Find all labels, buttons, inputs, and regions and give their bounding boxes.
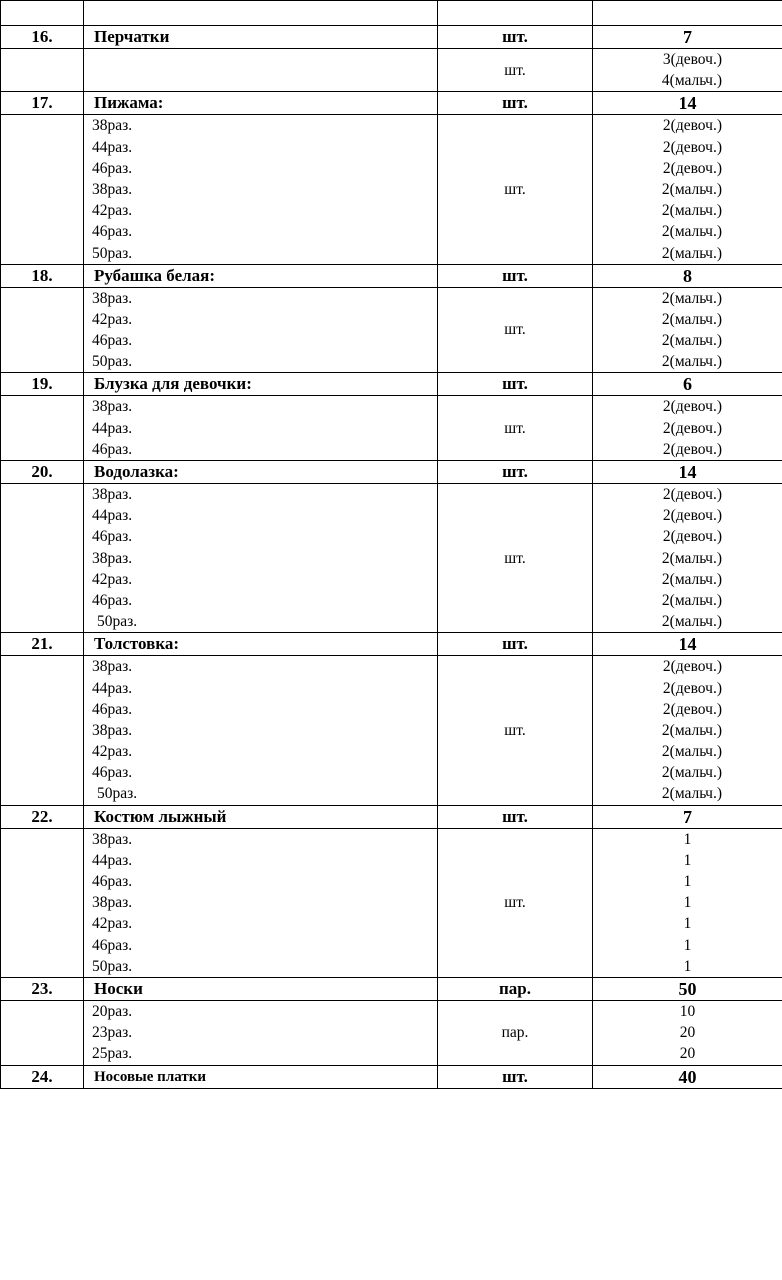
detail-unit: пар.: [438, 1000, 593, 1065]
item-unit: шт.: [438, 264, 593, 287]
count-entry: 2(мальч.): [661, 353, 722, 371]
item-unit: шт.: [438, 805, 593, 828]
size-entry: 38раз.: [92, 486, 133, 503]
count-entry: 2(мальч.): [661, 244, 722, 262]
item-total: 14: [593, 92, 782, 115]
count-entry: 2(мальч.): [661, 613, 722, 631]
size-entry: 20раз.: [92, 1002, 133, 1020]
item-total: 14: [593, 633, 782, 656]
size-entry: 38раз.: [92, 180, 133, 198]
count-entry: 2(девоч.): [662, 679, 722, 697]
item-total: 14: [593, 461, 782, 484]
count-list: [593, 1000, 782, 1065]
count-entry: 2(мальч.): [661, 223, 722, 241]
count-entry: 3(девоч.): [662, 51, 722, 68]
item-name: Носки: [84, 977, 438, 1000]
size-entry: 50раз.: [92, 353, 133, 371]
detail-empty-cell: [1, 828, 84, 977]
size-entry: 46раз.: [92, 764, 133, 782]
size-list: [84, 287, 438, 373]
size-entry: 50раз.: [92, 244, 133, 262]
count-list: [593, 828, 782, 977]
item-row: [1, 805, 782, 828]
item-row: [1, 633, 782, 656]
count-entry: 2(девоч.): [662, 528, 722, 546]
detail-unit: шт.: [438, 115, 593, 264]
item-detail-row: [1, 115, 782, 264]
item-unit: шт.: [438, 26, 593, 49]
size-list: [84, 396, 438, 461]
count-entry: 20: [679, 1045, 696, 1063]
count-entry: 2(девоч.): [662, 419, 722, 437]
item-number: 24.: [1, 1065, 84, 1088]
detail-unit: шт.: [438, 484, 593, 633]
count-entry: 2(мальч.): [661, 570, 722, 588]
item-detail-row: [1, 49, 782, 92]
size-entry: 46раз.: [92, 936, 133, 954]
item-unit: шт.: [438, 461, 593, 484]
count-entry: 2(девоч.): [662, 658, 722, 676]
detail-empty-cell: [1, 49, 84, 92]
count-list: [593, 49, 782, 92]
size-list: [84, 1000, 438, 1065]
item-detail-row: [1, 656, 782, 805]
item-row: [1, 264, 782, 287]
item-name: Носовые платки: [84, 1065, 438, 1088]
size-list: [84, 49, 438, 92]
item-number: 20.: [1, 461, 84, 484]
count-entry: 1: [683, 830, 692, 848]
item-number: 17.: [1, 92, 84, 115]
size-entry: 44раз.: [92, 507, 133, 525]
count-entry: 1: [683, 957, 692, 975]
size-entry: 25раз.: [92, 1045, 133, 1063]
size-entry: 38раз.: [92, 398, 133, 416]
count-entry: 2(мальч.): [661, 549, 722, 567]
size-entry: 50раз.: [97, 785, 138, 803]
size-list: [84, 484, 438, 633]
size-entry: 46раз.: [92, 223, 133, 241]
count-entry: 2(девоч.): [662, 507, 722, 525]
count-list: [593, 396, 782, 461]
item-unit: шт.: [438, 92, 593, 115]
item-name: Перчатки: [84, 26, 438, 49]
size-entry: 38раз.: [92, 117, 133, 135]
detail-empty-cell: [1, 396, 84, 461]
item-total: 8: [593, 264, 782, 287]
item-row: [1, 373, 782, 396]
count-entry: 1: [683, 873, 692, 890]
item-row: [1, 92, 782, 115]
detail-empty-cell: [1, 1000, 84, 1065]
item-row: [1, 977, 782, 1000]
size-entry: 44раз.: [92, 851, 133, 869]
size-list: [84, 656, 438, 805]
inventory-table-body: [1, 1, 782, 1089]
count-list: [593, 656, 782, 805]
item-number: 21.: [1, 633, 84, 656]
size-entry: [92, 49, 437, 70]
size-entry: 38раз.: [92, 830, 133, 848]
item-unit: шт.: [438, 373, 593, 396]
count-entry: 2(девоч.): [662, 138, 722, 156]
detail-unit: шт.: [438, 49, 593, 92]
header-cell-name: [84, 1, 438, 26]
count-entry: 2(мальч.): [661, 785, 722, 803]
size-entry: 42раз.: [92, 915, 133, 933]
count-entry: 2(девоч.): [662, 159, 722, 177]
item-row: [1, 26, 782, 49]
item-row: [1, 461, 782, 484]
size-entry: 42раз.: [92, 743, 133, 761]
count-entry: 1: [683, 936, 692, 954]
detail-empty-cell: [1, 656, 84, 805]
size-list: [84, 828, 438, 977]
size-entry: 46раз.: [92, 873, 133, 890]
count-entry: 2(мальч.): [661, 202, 722, 220]
item-name: Пижама:: [84, 92, 438, 115]
size-entry: 42раз.: [92, 202, 133, 220]
count-entry: 10: [679, 1002, 696, 1020]
item-name: Толстовка:: [84, 633, 438, 656]
detail-unit: шт.: [438, 287, 593, 373]
size-entry: 50раз.: [97, 613, 138, 631]
count-entry: 20: [679, 1024, 696, 1042]
size-entry: 46раз.: [92, 332, 133, 350]
item-number: 23.: [1, 977, 84, 1000]
item-total: 7: [593, 805, 782, 828]
count-entry: 1: [683, 851, 692, 869]
detail-unit: шт.: [438, 396, 593, 461]
detail-empty-cell: [1, 484, 84, 633]
item-number: 18.: [1, 264, 84, 287]
detail-empty-cell: [1, 287, 84, 373]
item-detail-row: [1, 828, 782, 977]
size-entry: 44раз.: [92, 138, 133, 156]
header-row: [1, 1, 782, 26]
size-entry: 38раз.: [92, 289, 133, 307]
count-entry: 2(девоч.): [662, 440, 722, 458]
count-list: [593, 484, 782, 633]
count-entry: 2(мальч.): [661, 721, 722, 739]
size-entry: 50раз.: [92, 957, 133, 975]
item-detail-row: [1, 396, 782, 461]
count-entry: 1: [683, 915, 692, 933]
detail-empty-cell: [1, 115, 84, 264]
item-unit: шт.: [438, 1065, 593, 1088]
size-entry: 42раз.: [92, 310, 133, 328]
detail-unit: шт.: [438, 656, 593, 805]
count-entry: 2(девоч.): [662, 700, 722, 718]
item-total: 7: [593, 26, 782, 49]
size-entry: 44раз.: [92, 419, 133, 437]
count-entry: 2(девоч.): [662, 486, 722, 503]
header-cell-unit: [438, 1, 593, 26]
count-entry: 2(мальч.): [661, 764, 722, 782]
size-entry: 46раз.: [92, 440, 133, 458]
header-cell-qty: [593, 1, 782, 26]
item-number: 16.: [1, 26, 84, 49]
item-name: Рубашка белая:: [84, 264, 438, 287]
count-entry: 2(мальч.): [661, 180, 722, 198]
item-name: Водолазка:: [84, 461, 438, 484]
item-detail-row: [1, 1000, 782, 1065]
item-detail-row: [1, 484, 782, 633]
item-total: 6: [593, 373, 782, 396]
item-detail-row: [1, 287, 782, 373]
detail-unit: шт.: [438, 828, 593, 977]
size-entry: 38раз.: [92, 549, 133, 567]
item-name: Блузка для девочки:: [84, 373, 438, 396]
size-entry: 38раз.: [92, 658, 133, 676]
count-entry: 2(мальч.): [661, 743, 722, 761]
count-entry: 2(девоч.): [662, 117, 722, 135]
count-entry: 2(мальч.): [661, 591, 722, 609]
size-entry: 44раз.: [92, 679, 133, 697]
item-total: 50: [593, 977, 782, 1000]
item-unit: шт.: [438, 633, 593, 656]
size-entry: 23раз.: [92, 1024, 133, 1042]
size-list: [84, 115, 438, 264]
item-number: 19.: [1, 373, 84, 396]
header-cell-num: [1, 1, 84, 26]
size-entry: 42раз.: [92, 570, 133, 588]
count-list: [593, 287, 782, 373]
item-unit: пар.: [438, 977, 593, 1000]
count-entry: 4(мальч.): [661, 72, 722, 90]
count-entry: 2(девоч.): [662, 398, 722, 416]
count-entry: 2(мальч.): [661, 332, 722, 350]
item-row: [1, 1065, 782, 1088]
size-entry: 46раз.: [92, 528, 133, 546]
count-list: [593, 115, 782, 264]
size-entry: 38раз.: [92, 894, 133, 912]
count-entry: 1: [683, 894, 692, 912]
count-entry: 2(мальч.): [661, 310, 722, 328]
count-entry: 2(мальч.): [661, 289, 722, 307]
item-name: Костюм лыжный: [84, 805, 438, 828]
size-entry: 46раз.: [92, 700, 133, 718]
size-entry: 46раз.: [92, 159, 133, 177]
item-number: 22.: [1, 805, 84, 828]
size-entry: 38раз.: [92, 721, 133, 739]
size-entry: 46раз.: [92, 591, 133, 609]
item-total: 40: [593, 1065, 782, 1088]
